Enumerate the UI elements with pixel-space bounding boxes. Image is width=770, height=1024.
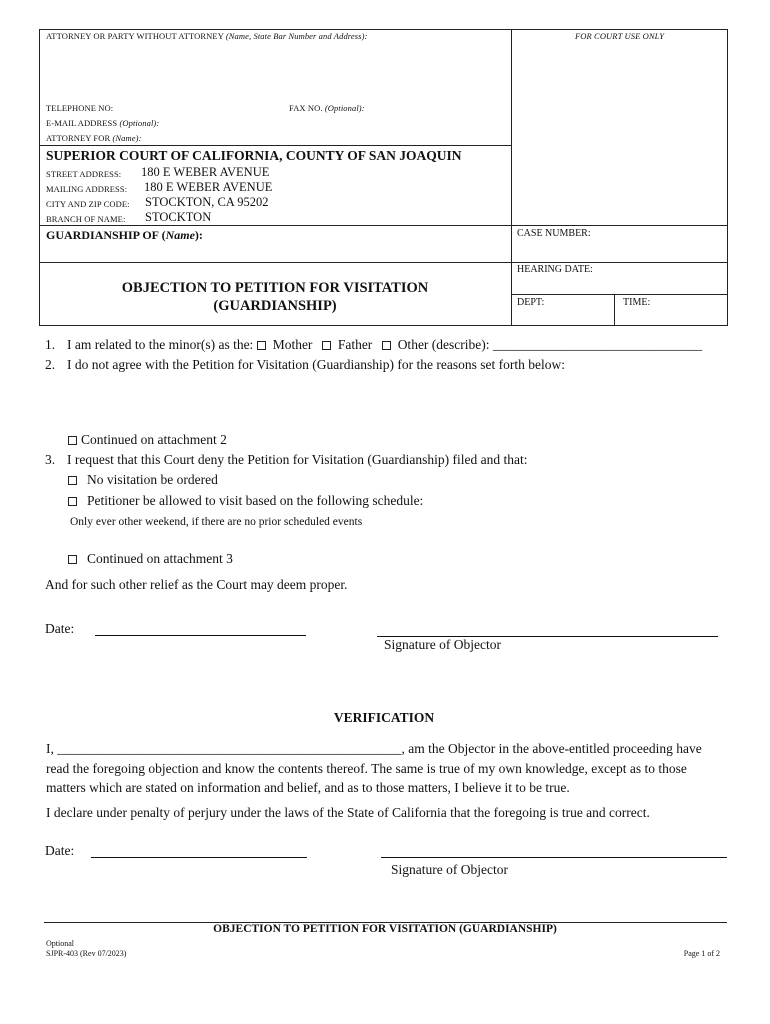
attorney-divider [39,145,511,146]
verification-line3: matters which are stated on information and belief, and as to those matters, I believe it to be true. [46,780,570,795]
petitioner-schedule-option [68,493,423,509]
item1-line [67,337,702,353]
form-title-line2: (GUARDIANSHIP) [213,298,337,314]
verification-declare: I declare under penalty of perjury under the laws of the State of California that the foregoing is true and correct. [46,805,650,820]
email-label [46,118,159,128]
item1-text: I am related to the minor(s) as the: [67,337,254,352]
attorney-for-italic: (Name): [112,133,142,143]
caption-divider-vertical [511,29,512,326]
other-checkbox[interactable] [382,341,391,350]
city-value: STOCKTON, CA 95202 [145,195,269,209]
email-label-text: E-MAIL ADDRESS [46,118,118,128]
case-number-label: CASE NUMBER: [517,228,591,239]
continued-3-checkbox[interactable] [68,555,77,564]
petitioner-schedule-checkbox[interactable] [68,497,77,506]
telephone-label: TELEPHONE NO: [46,103,114,113]
continued-2-label: Continued on attachment 2 [81,432,227,447]
fax-label [289,103,365,113]
verification-heading-text: VERIFICATION [333,710,435,725]
no-visitation-checkbox[interactable] [68,476,77,485]
caption-divider-dept [511,294,728,295]
branch-value: STOCKTON [145,210,212,224]
father-checkbox[interactable] [322,341,331,350]
mother-checkbox[interactable] [257,341,266,350]
street-label: STREET ADDRESS: [46,169,122,179]
attorney-label [46,31,367,41]
date-label-1: Date: [45,621,75,636]
no-visitation-option [68,472,218,488]
form-title-line1: OBJECTION TO PETITION FOR VISITATION [121,280,429,296]
city-label: CITY AND ZIP CODE: [46,199,130,209]
court-name: SUPERIOR COURT OF CALIFORNIA, COUNTY OF SAN JOAQUIN [46,148,462,163]
item2-text: I do not agree with the Petition for Visitation (Guardianship) for the reasons set forth below: [67,357,565,372]
verification-line1: I, ___________________________________________________, am the Objector in the above-entitled proceeding have [46,741,702,756]
continued-2 [68,432,227,448]
branch-label: BRANCH OF NAME: [46,214,126,224]
date-line-1[interactable] [95,635,306,636]
continued-2-checkbox[interactable] [68,436,77,445]
item3-text: I request that this Court deny the Petition for Visitation (Guardianship) filed and that: [67,452,528,467]
continued-3-label: Continued on attachment 3 [87,551,233,566]
attorney-label-text: ATTORNEY OR PARTY WITHOUT ATTORNEY [46,31,224,41]
verification-line2: read the foregoing objection and know the contents thereof. The same is true of my own knowledge, except as to those [46,761,687,776]
fax-label-text: FAX NO. [289,103,323,113]
attorney-for-text: ATTORNEY FOR [46,133,111,143]
date-label-2: Date: [45,843,75,858]
father-label: Father [337,337,373,352]
footer-optional: Optional [46,939,74,948]
attorney-for-label [46,133,142,143]
date-line-2[interactable] [91,857,307,858]
fax-label-italic: (Optional): [324,103,365,113]
hearing-date-label: HEARING DATE: [517,264,593,275]
other-label: Other (describe): _______________________________ [397,337,703,352]
email-label-italic: (Optional): [119,118,160,128]
street-value: 180 E WEBER AVENUE [141,165,270,179]
caption-divider-guardianship [39,225,728,226]
guardianship-label-text: GUARDIANSHIP OF ( [46,228,166,242]
footer-form-id: SJPR-403 (Rev 07/2023) [46,949,127,958]
guardianship-label-end: ): [194,228,203,242]
guardianship-label-italic: Name [165,228,195,242]
attorney-label-italic: (Name, State Bar Number and Address): [225,31,368,41]
mailing-value: 180 E WEBER AVENUE [144,180,273,194]
signature-line-2[interactable] [381,857,727,858]
signature-label-2: Signature of Objector [391,862,508,877]
time-label: TIME: [623,297,651,308]
mailing-label: MAILING ADDRESS: [46,184,128,194]
footer-title: OBJECTION TO PETITION FOR VISITATION (GUARDIANSHIP) [213,923,557,935]
court-use-label: FOR COURT USE ONLY [575,31,665,41]
caption-divider-time [614,294,615,326]
footer-page: Page 1 of 2 [683,949,720,958]
schedule-text[interactable]: Only ever other weekend, if there are no prior scheduled events [70,516,363,528]
continued-3 [68,551,233,567]
verification-heading [0,710,770,726]
item2-number: 2. [45,357,56,372]
dept-label: DEPT: [517,297,545,308]
mother-label: Mother [272,337,313,352]
item1-number: 1. [45,337,56,352]
caption-divider-title [39,262,728,263]
petitioner-schedule-label: Petitioner be allowed to visit based on the following schedule: [87,493,424,508]
guardianship-label [46,228,203,243]
signature-label-1: Signature of Objector [384,637,501,652]
relief-text: And for such other relief as the Court may deem proper. [45,577,348,592]
no-visitation-label: No visitation be ordered [87,472,218,487]
item3-number: 3. [45,452,56,467]
